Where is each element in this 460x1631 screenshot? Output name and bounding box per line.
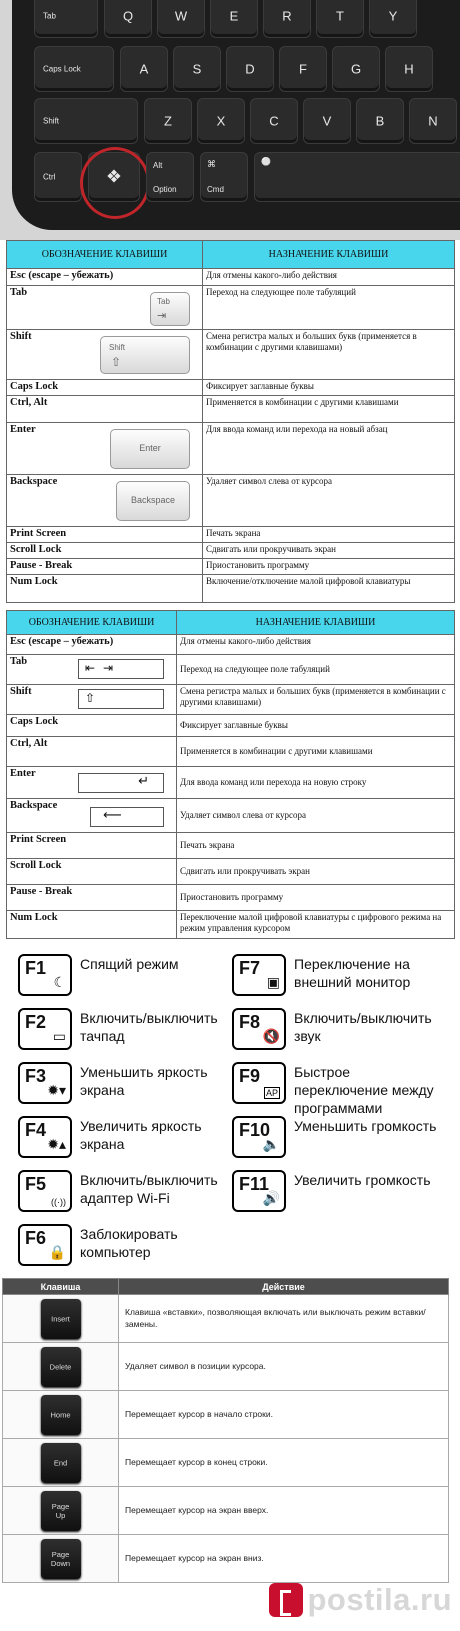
table2-action: Переход на следующее поле табуляций — [177, 655, 455, 685]
postila-watermark: postila.ru — [269, 1580, 452, 1620]
key-f: F — [279, 46, 327, 92]
fkey-box: F4 ✹▴ — [18, 1116, 72, 1158]
table2-header-action: НАЗНАЧЕНИЕ КЛАВИШИ — [177, 611, 455, 635]
shift-arrow-icon: ⇧ — [85, 691, 96, 705]
key-n: N — [409, 98, 457, 144]
keyboard-photo — [0, 0, 460, 240]
navtable-header-action: Действие — [119, 1279, 449, 1295]
table2-key-enter: Enter ↵ — [7, 767, 177, 799]
home-key-image: Home — [41, 1395, 81, 1435]
key-ctrl: Ctrl — [34, 152, 82, 202]
highlight-circle — [80, 147, 150, 219]
fkey-box: F10 🔈 — [232, 1116, 286, 1158]
table1-action: Переход на следующее поле табуляций — [203, 286, 455, 330]
fkey-f7: F7 ▣ Переключение на внешний монитор — [232, 954, 432, 998]
fkey-box: F7 ▣ — [232, 954, 286, 996]
key-q: Q — [104, 0, 152, 38]
key-a: A — [120, 46, 168, 92]
keys-table-2 — [6, 610, 455, 939]
table2-key-backspace: Backspace ⟵ — [7, 799, 177, 833]
fkey-box: F2 ▭ — [18, 1008, 72, 1050]
volume-down-icon: 🔈 — [262, 1136, 280, 1152]
key-h: H — [385, 46, 433, 92]
table2-key-ctrl-alt: Ctrl, Alt — [7, 737, 177, 767]
table2-action: Удаляет символ слева от курсора — [177, 799, 455, 833]
fkey-f4: F4 ✹▴ Увеличить яркость экрана — [18, 1116, 218, 1160]
table2-action: Приостановить программу — [177, 885, 455, 911]
table1-action: Приостановить программу — [203, 559, 455, 575]
table-row — [3, 1535, 449, 1583]
shift-arrow-icon: ⇧ — [111, 355, 122, 369]
end-key-image: End — [41, 1443, 81, 1483]
navtable-action: Клавиша «вставки», позволяющая включать или выключать режим вставки/замены. — [119, 1295, 449, 1343]
key-b: B — [356, 98, 404, 144]
table1-key-pause: Pause - Break — [7, 559, 203, 575]
navtable-action: Перемещает курсор на экран вниз. — [119, 1535, 449, 1583]
volume-up-icon: 🔊 — [262, 1190, 280, 1206]
table2-key-esc: Esc (escape – убежать) — [7, 635, 177, 655]
table1-action: Для отмены какого-либо действия — [203, 269, 455, 286]
table1-action: Фиксирует заглавные буквы — [203, 380, 455, 396]
key-shift: Shift — [34, 98, 138, 144]
app-switch-icon: AP — [265, 1088, 278, 1098]
tab-arrows-icon: ⇤⇥ — [85, 661, 122, 675]
backspace-arrow-icon: ⟵ — [103, 808, 122, 823]
fkey-f11: F11 🔊 Увеличить громкость — [232, 1170, 432, 1214]
monitor-icon: ▣ — [266, 974, 280, 990]
table1-key-scrolllock: Scroll Lock — [7, 543, 203, 559]
key-r: R — [263, 0, 311, 38]
navtable-header-key: Клавиша — [3, 1279, 119, 1295]
table-row — [3, 1295, 449, 1343]
key-v: V — [303, 98, 351, 144]
table2-header-key: ОБОЗНАЧЕНИЕ КЛАВИШИ — [7, 611, 177, 635]
table2-key-shift: Shift ⇧ — [7, 685, 177, 715]
fkey-box: F5 ((·)) — [18, 1170, 72, 1212]
table2-key-numlock: Num Lock — [7, 911, 177, 939]
tab-arrow-icon: ⇥ — [157, 310, 167, 322]
table2-key-tab: Tab ⇤⇥ — [7, 655, 177, 685]
table1-key-numlock: Num Lock — [7, 575, 203, 603]
moon-icon: ☾ — [53, 974, 66, 990]
table1-action: Для ввода команд или перехода на новый абзац — [203, 423, 455, 475]
table1-key-backspace: Backspace Backspace — [7, 475, 203, 527]
key-c: C — [250, 98, 298, 144]
navtable-action: Удаляет символ в позиции курсора. — [119, 1343, 449, 1391]
table1-action: Печать экрана — [203, 527, 455, 543]
key-capslock: Caps Lock — [34, 46, 114, 92]
table2-action: Применяется в комбинации с другими клавишами — [177, 737, 455, 767]
brightness-up-icon: ✹▴ — [47, 1136, 66, 1152]
enter-arrow-icon: ↵ — [138, 774, 149, 789]
keys-table-1 — [6, 240, 455, 603]
key-space — [254, 152, 460, 202]
postila-logo-icon — [269, 1583, 303, 1617]
fkey-f2: F2 ▭ Включить/выключить тачпад — [18, 1008, 218, 1052]
key-z: Z — [144, 98, 192, 144]
tab-key-diagram — [78, 659, 164, 679]
fkey-box: F1 ☾ — [18, 954, 72, 996]
page-down-key-image: Page Down — [41, 1539, 81, 1579]
key-y: Y — [369, 0, 417, 38]
table2-key-pause: Pause - Break — [7, 885, 177, 911]
fkey-box: F3 ✹▾ — [18, 1062, 72, 1104]
command-icon: ⌘ — [207, 159, 216, 169]
enter-keycap-image: Enter — [110, 429, 190, 469]
table2-key-scrolllock: Scroll Lock — [7, 859, 177, 885]
table2-action: Печать экрана — [177, 833, 455, 859]
backspace-keycap-image: Backspace — [116, 481, 190, 521]
windows-logo-icon: ❖ — [105, 166, 123, 187]
navtable-action: Перемещает курсор на экран вверх. — [119, 1487, 449, 1535]
key-s: S — [173, 46, 221, 92]
key-tab: Tab — [34, 0, 98, 38]
navigation-keys-table — [2, 1278, 449, 1583]
table1-action: Смена регистра малых и больших букв (применяется в комбинации с другими клавишами) — [203, 330, 455, 380]
table1-action: Включение/отключение малой цифровой клавиатуры — [203, 575, 455, 603]
table1-key-esc: Esc (escape – убежать) — [7, 269, 203, 286]
touchpad-icon: ▭ — [52, 1028, 66, 1044]
key-alt-option: Alt Option — [146, 152, 194, 202]
table1-key-tab: Tab Tab ⇥ — [7, 286, 203, 330]
enter-key-diagram — [78, 773, 164, 793]
page-up-key-image: Page Up — [41, 1491, 81, 1531]
table1-key-ctrl-alt: Ctrl, Alt — [7, 396, 203, 423]
table1-action: Сдвигать или прокручивать экран — [203, 543, 455, 559]
table1-action: Применяется в комбинации с другими клавишами — [203, 396, 455, 423]
mute-icon: 🔇 — [262, 1028, 280, 1044]
fkey-box: F8 🔇 — [232, 1008, 286, 1050]
delete-key-image: Delete — [41, 1347, 81, 1387]
navtable-action: Перемещает курсор в конец строки. — [119, 1439, 449, 1487]
table2-action: Для ввода команд или перехода на новую строку — [177, 767, 455, 799]
fkey-box: F11 🔊 — [232, 1170, 286, 1212]
globe-icon: ⚪ — [261, 157, 271, 166]
fkey-f8: F8 🔇 Включить/выключить звук — [232, 1008, 432, 1052]
table2-action: Фиксирует заглавные буквы — [177, 715, 455, 737]
table2-action: Сдвигать или прокручивать экран — [177, 859, 455, 885]
key-x: X — [197, 98, 245, 144]
table-row — [3, 1343, 449, 1391]
table-row — [3, 1391, 449, 1439]
fkey-f9: F9 AP Быстрое переключение между программами — [232, 1062, 432, 1106]
wifi-icon: ((·)) — [51, 1197, 66, 1207]
table1-key-capslock: Caps Lock — [7, 380, 203, 396]
shift-keycap-image: Shift ⇧ — [100, 336, 190, 374]
key-w: W — [157, 0, 205, 38]
table2-key-capslock: Caps Lock — [7, 715, 177, 737]
key-g: G — [332, 46, 380, 92]
table2-action: Смена регистра малых и больших букв (применяется в комбинации с другими клавишами) — [177, 685, 455, 715]
insert-key-image: Insert — [41, 1299, 81, 1339]
key-d: D — [226, 46, 274, 92]
fkey-f1: F1 ☾ Спящий режим — [18, 954, 218, 998]
fkey-f3: F3 ✹▾ Уменьшить яркость экрана — [18, 1062, 218, 1106]
fkey-f6: F6 🔒 Заблокировать компьютер — [18, 1224, 218, 1268]
fkey-box: F6 🔒 — [18, 1224, 72, 1266]
backspace-key-diagram — [90, 807, 164, 827]
table1-header-key: ОБОЗНАЧЕНИЕ КЛАВИШИ — [7, 241, 203, 269]
tab-keycap-image: Tab ⇥ — [150, 292, 190, 326]
table1-key-shift: Shift Shift ⇧ — [7, 330, 203, 380]
fkey-f5: F5 ((·)) Включить/выключить адаптер Wi-Fi — [18, 1170, 218, 1214]
table1-key-enter: Enter Enter — [7, 423, 203, 475]
table-row — [3, 1439, 449, 1487]
navtable-action: Перемещает курсор в начало строки. — [119, 1391, 449, 1439]
table1-key-printscreen: Print Screen — [7, 527, 203, 543]
table2-action: Переключение малой цифровой клавиатуры с цифрового режима на режим управления курсором — [177, 911, 455, 939]
table1-action: Удаляет символ слева от курсора — [203, 475, 455, 527]
shift-key-diagram — [78, 689, 164, 709]
table1-header-action: НАЗНАЧЕНИЕ КЛАВИШИ — [203, 241, 455, 269]
function-keys-panel — [0, 948, 460, 1268]
lock-icon: 🔒 — [48, 1244, 66, 1260]
table2-action: Для отмены какого-либо действия — [177, 635, 455, 655]
key-e: E — [210, 0, 258, 38]
key-cmd: ⌘ Cmd — [200, 152, 248, 202]
fkey-f10: F10 🔈 Уменьшить громкость — [232, 1116, 432, 1160]
table2-key-printscreen: Print Screen — [7, 833, 177, 859]
fkey-box: F9 AP — [232, 1062, 286, 1104]
key-t: T — [316, 0, 364, 38]
brightness-down-icon: ✹▾ — [47, 1082, 66, 1098]
table-row — [3, 1487, 449, 1535]
